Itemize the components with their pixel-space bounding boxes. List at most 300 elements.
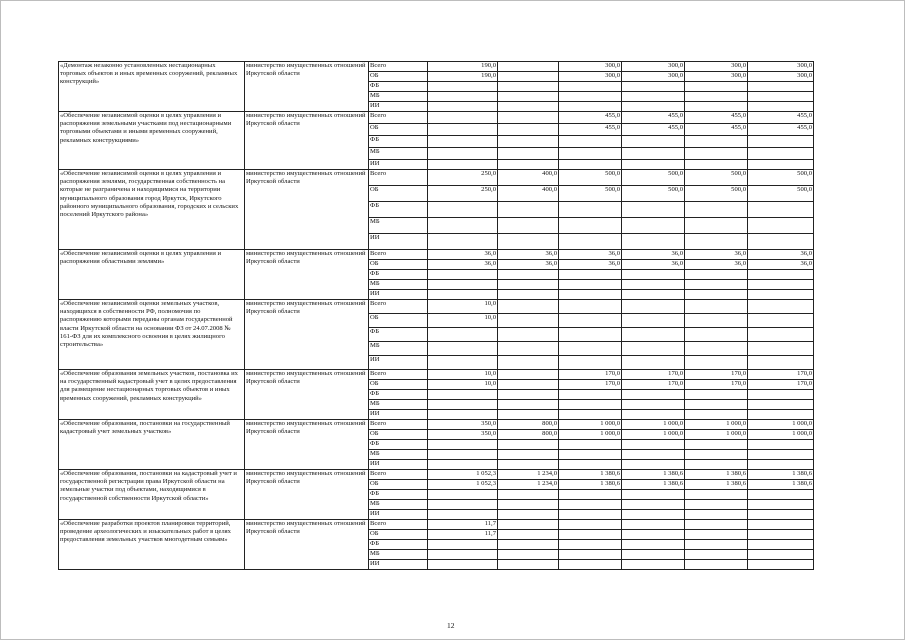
amount-cell [685,440,748,450]
amount-cell [748,160,814,170]
amount-cell [685,234,748,250]
amount-cell: 190,0 [428,72,498,82]
table-row [59,170,814,186]
amount-cell [428,280,498,290]
amount-cell [685,202,748,218]
amount-cell [622,490,685,500]
amount-cell [498,450,559,460]
amount-cell [622,390,685,400]
amount-cell [428,328,498,342]
amount-cell [685,82,748,92]
amount-cell [498,112,559,124]
amount-cell [498,148,559,160]
program-name: «Обеспечение независимой оценки в целях управления и распоряжения областными землями» [59,250,245,300]
amount-cell [685,390,748,400]
amount-cell [748,270,814,280]
amount-cell [559,218,622,234]
amount-cell: 500,0 [559,170,622,186]
table-row [59,420,814,430]
amount-cell [559,500,622,510]
amount-cell [622,148,685,160]
amount-cell [428,112,498,124]
amount-cell [559,450,622,460]
funding-source: МБ [369,148,428,160]
amount-cell: 36,0 [748,260,814,270]
amount-cell [428,270,498,280]
amount-cell [559,82,622,92]
amount-cell [498,314,559,328]
amount-cell [685,450,748,460]
amount-cell: 455,0 [685,124,748,136]
amount-cell [748,280,814,290]
amount-cell: 250,0 [428,170,498,186]
amount-cell: 500,0 [622,170,685,186]
amount-cell [685,92,748,102]
funding-source: ИИ [369,234,428,250]
responsible-org: министерство имущественных отношений Иркутской области [245,250,369,300]
amount-cell [559,560,622,570]
amount-cell [748,92,814,102]
amount-cell [748,328,814,342]
amount-cell [748,342,814,356]
amount-cell: 800,0 [498,430,559,440]
funding-source: Всего [369,170,428,186]
amount-cell [685,520,748,530]
amount-cell [622,82,685,92]
amount-cell [748,500,814,510]
amount-cell [685,530,748,540]
amount-cell [498,510,559,520]
amount-cell [622,550,685,560]
amount-cell: 400,0 [498,186,559,202]
amount-cell [498,72,559,82]
amount-cell [559,314,622,328]
amount-cell: 500,0 [685,186,748,202]
funding-source: Всего [369,520,428,530]
amount-cell: 300,0 [685,62,748,72]
amount-cell [498,540,559,550]
amount-cell [685,136,748,148]
responsible-org: министерство имущественных отношений Иркутской области [245,470,369,520]
amount-cell: 350,0 [428,430,498,440]
amount-cell [428,342,498,356]
amount-cell [559,92,622,102]
amount-cell [622,160,685,170]
amount-cell [685,102,748,112]
amount-cell [559,400,622,410]
amount-cell: 500,0 [559,186,622,202]
amount-cell: 300,0 [622,62,685,72]
amount-cell [622,270,685,280]
amount-cell: 170,0 [748,380,814,390]
funding-source: Всего [369,370,428,380]
amount-cell: 300,0 [559,62,622,72]
amount-cell [622,218,685,234]
amount-cell [498,202,559,218]
amount-cell: 36,0 [685,260,748,270]
funding-source: Всего [369,250,428,260]
amount-cell [748,460,814,470]
responsible-org: министерство имущественных отношений Иркутской области [245,62,369,112]
amount-cell: 170,0 [559,370,622,380]
table-row [59,62,814,72]
amount-cell [622,102,685,112]
amount-cell: 1 000,0 [685,420,748,430]
funding-source: ФБ [369,202,428,218]
amount-cell: 36,0 [428,250,498,260]
amount-cell [428,500,498,510]
table-row [59,370,814,380]
amount-cell: 36,0 [559,260,622,270]
table-row [59,470,814,480]
amount-cell [498,280,559,290]
amount-cell [559,510,622,520]
amount-cell [559,540,622,550]
amount-cell [428,540,498,550]
amount-cell [685,270,748,280]
amount-cell [748,300,814,314]
amount-cell [622,500,685,510]
funding-source: ОБ [369,124,428,136]
amount-cell [622,450,685,460]
responsible-org: министерство имущественных отношений Иркутской области [245,420,369,470]
amount-cell [685,500,748,510]
funding-source: МБ [369,500,428,510]
amount-cell [428,160,498,170]
amount-cell [685,356,748,370]
amount-cell [498,82,559,92]
amount-cell [622,202,685,218]
funding-source: МБ [369,92,428,102]
amount-cell [498,62,559,72]
amount-cell: 1 000,0 [685,430,748,440]
amount-cell [559,460,622,470]
amount-cell [428,410,498,420]
amount-cell [428,390,498,400]
amount-cell [622,510,685,520]
amount-cell [498,460,559,470]
funding-source: МБ [369,280,428,290]
amount-cell: 300,0 [748,72,814,82]
amount-cell: 190,0 [428,62,498,72]
amount-cell: 10,0 [428,300,498,314]
program-name: «Обеспечение образования, постановки на кадастровый учет и государственной регистрации права Иркутской области на земельные участки под объектами, находящимися в государственной собственности Иркутской области» [59,470,245,520]
amount-cell: 36,0 [685,250,748,260]
amount-cell: 1 000,0 [622,420,685,430]
amount-cell [748,410,814,420]
amount-cell [498,490,559,500]
amount-cell: 500,0 [685,170,748,186]
amount-cell [685,400,748,410]
amount-cell [428,510,498,520]
amount-cell [498,342,559,356]
amount-cell [685,560,748,570]
amount-cell: 500,0 [622,186,685,202]
page-number: 12 [447,621,455,630]
amount-cell [428,400,498,410]
program-name: «Обеспечение образования земельных участков, постановка их на государственный кадастровый учет в целях предоставления для размещение нестационарных торговых объектов и иных временных сооружений, рекламных конструкций» [59,370,245,420]
amount-cell [748,136,814,148]
amount-cell [748,440,814,450]
amount-cell [428,356,498,370]
program-name: «Демонтаж незаконно установленных нестационарных торговых объектов и иных временных сооружений, рекламных конструкций» [59,62,245,112]
funding-source: ИИ [369,160,428,170]
amount-cell: 11,7 [428,530,498,540]
amount-cell [559,520,622,530]
amount-cell [498,390,559,400]
amount-cell [498,124,559,136]
funding-source: ОБ [369,430,428,440]
amount-cell [559,440,622,450]
amount-cell: 36,0 [498,250,559,260]
amount-cell [622,92,685,102]
amount-cell: 300,0 [559,72,622,82]
amount-cell [748,218,814,234]
amount-cell: 500,0 [748,170,814,186]
amount-cell [559,530,622,540]
amount-cell: 36,0 [428,260,498,270]
funding-source: ФБ [369,270,428,280]
program-name: «Обеспечение независимой оценки земельных участков, находящихся в собственности РФ, полномочия по распоряжению которыми переданы органам государственной власти Иркутской области на основании ФЗ от 24.07.2008 № 161-ФЗ для их комплексного освоения в целях жилищного строительства» [59,300,245,370]
amount-cell [428,82,498,92]
amount-cell [685,314,748,328]
amount-cell [622,520,685,530]
amount-cell [622,280,685,290]
amount-cell [748,550,814,560]
amount-cell [498,500,559,510]
amount-cell [428,102,498,112]
amount-cell [428,290,498,300]
amount-cell [622,314,685,328]
amount-cell [498,380,559,390]
amount-cell [622,560,685,570]
amount-cell: 170,0 [622,370,685,380]
amount-cell: 11,7 [428,520,498,530]
funding-source: Всего [369,62,428,72]
amount-cell: 36,0 [622,250,685,260]
funding-source: МБ [369,450,428,460]
amount-cell [428,450,498,460]
amount-cell [748,82,814,92]
amount-cell [748,510,814,520]
amount-cell: 1 380,6 [748,480,814,490]
amount-cell [428,218,498,234]
amount-cell: 455,0 [559,112,622,124]
amount-cell [685,218,748,234]
responsible-org: министерство имущественных отношений Иркутской области [245,300,369,370]
amount-cell [622,530,685,540]
amount-cell: 455,0 [748,124,814,136]
funding-source: ОБ [369,480,428,490]
amount-cell: 800,0 [498,420,559,430]
amount-cell [748,400,814,410]
amount-cell [748,148,814,160]
amount-cell [498,92,559,102]
amount-cell: 1 000,0 [559,430,622,440]
amount-cell: 455,0 [622,112,685,124]
amount-cell [748,202,814,218]
amount-cell: 1 000,0 [748,420,814,430]
funding-source: Всего [369,300,428,314]
amount-cell [622,234,685,250]
amount-cell [559,102,622,112]
amount-cell [498,440,559,450]
funding-source: ИИ [369,356,428,370]
amount-cell: 250,0 [428,186,498,202]
amount-cell [622,342,685,356]
amount-cell [498,410,559,420]
table-row [59,250,814,260]
amount-cell [748,356,814,370]
table-row [59,300,814,314]
amount-cell [622,328,685,342]
amount-cell [428,136,498,148]
funding-source: ИИ [369,290,428,300]
amount-cell: 1 380,6 [685,470,748,480]
funding-source: МБ [369,342,428,356]
amount-cell: 36,0 [559,250,622,260]
amount-cell: 10,0 [428,380,498,390]
amount-cell [559,390,622,400]
amount-cell: 36,0 [498,260,559,270]
amount-cell: 455,0 [748,112,814,124]
amount-cell [428,234,498,250]
amount-cell: 300,0 [622,72,685,82]
amount-cell [428,92,498,102]
amount-cell: 10,0 [428,370,498,380]
responsible-org: министерство имущественных отношений Иркутской области [245,520,369,570]
amount-cell [559,280,622,290]
amount-cell [685,490,748,500]
amount-cell [498,234,559,250]
amount-cell [428,550,498,560]
amount-cell [428,460,498,470]
funding-source: ОБ [369,186,428,202]
amount-cell: 1 380,6 [559,470,622,480]
amount-cell [498,356,559,370]
amount-cell: 1 052,3 [428,470,498,480]
amount-cell [559,202,622,218]
funding-source: ФБ [369,136,428,148]
amount-cell [498,218,559,234]
amount-cell [498,520,559,530]
amount-cell [685,300,748,314]
amount-cell [559,148,622,160]
amount-cell [748,490,814,500]
amount-cell [622,460,685,470]
amount-cell: 300,0 [685,72,748,82]
amount-cell [622,400,685,410]
funding-source: ОБ [369,530,428,540]
amount-cell: 300,0 [748,62,814,72]
program-name: «Обеспечение разработки проектов планировки территорий, проведение археологических и изыскательных работ в целях предоставления земельных участков многодетным семьям» [59,520,245,570]
amount-cell [559,356,622,370]
amount-cell [498,370,559,380]
amount-cell: 36,0 [622,260,685,270]
program-name: «Обеспечение образования, постановки на государственный кадастровый учет земельных участков» [59,420,245,470]
amount-cell: 1 000,0 [559,420,622,430]
program-name: «Обеспечение независимой оценки в целях управления и распоряжения земельными участками под нестационарными торговыми объектами и иными временных сооружений, рекламных конструкциями» [59,112,245,170]
amount-cell: 1 380,6 [685,480,748,490]
funding-source: ИИ [369,510,428,520]
amount-cell [622,300,685,314]
funding-source: ФБ [369,328,428,342]
responsible-org: министерство имущественных отношений Иркутской области [245,170,369,250]
amount-cell [622,410,685,420]
funding-source: МБ [369,218,428,234]
amount-cell [559,290,622,300]
amount-cell: 1 052,3 [428,480,498,490]
amount-cell [428,490,498,500]
amount-cell [685,410,748,420]
amount-cell [498,270,559,280]
funding-source: ИИ [369,102,428,112]
amount-cell [685,148,748,160]
amount-cell [498,400,559,410]
amount-cell: 1 380,6 [622,470,685,480]
funding-source: Всего [369,420,428,430]
amount-cell [559,342,622,356]
amount-cell [559,270,622,280]
amount-cell [428,440,498,450]
funding-source: Всего [369,112,428,124]
amount-cell [559,550,622,560]
amount-cell [622,136,685,148]
amount-cell [748,102,814,112]
amount-cell [428,202,498,218]
amount-cell: 170,0 [685,370,748,380]
amount-cell [748,560,814,570]
amount-cell [498,328,559,342]
funding-source: ОБ [369,314,428,328]
table-row [59,112,814,124]
amount-cell [559,234,622,250]
funding-source: ИИ [369,560,428,570]
amount-cell: 1 380,6 [622,480,685,490]
amount-cell [622,356,685,370]
amount-cell [685,550,748,560]
amount-cell: 1 000,0 [622,430,685,440]
table-row [59,520,814,530]
amount-cell: 170,0 [559,380,622,390]
amount-cell: 170,0 [685,380,748,390]
amount-cell [428,148,498,160]
responsible-org: министерство имущественных отношений Иркутской области [245,370,369,420]
funding-source: ФБ [369,540,428,550]
amount-cell [428,560,498,570]
amount-cell: 10,0 [428,314,498,328]
funding-source: ФБ [369,490,428,500]
amount-cell [498,160,559,170]
amount-cell: 1 234,0 [498,480,559,490]
amount-cell [748,540,814,550]
amount-cell [559,328,622,342]
amount-cell [685,328,748,342]
amount-cell [559,300,622,314]
amount-cell [498,300,559,314]
funding-source: ФБ [369,82,428,92]
amount-cell [748,530,814,540]
amount-cell [498,550,559,560]
amount-cell: 1 380,6 [559,480,622,490]
amount-cell [498,560,559,570]
funding-source: Всего [369,470,428,480]
amount-cell [559,136,622,148]
amount-cell [622,290,685,300]
amount-cell [685,280,748,290]
amount-cell: 500,0 [748,186,814,202]
amount-cell [622,540,685,550]
